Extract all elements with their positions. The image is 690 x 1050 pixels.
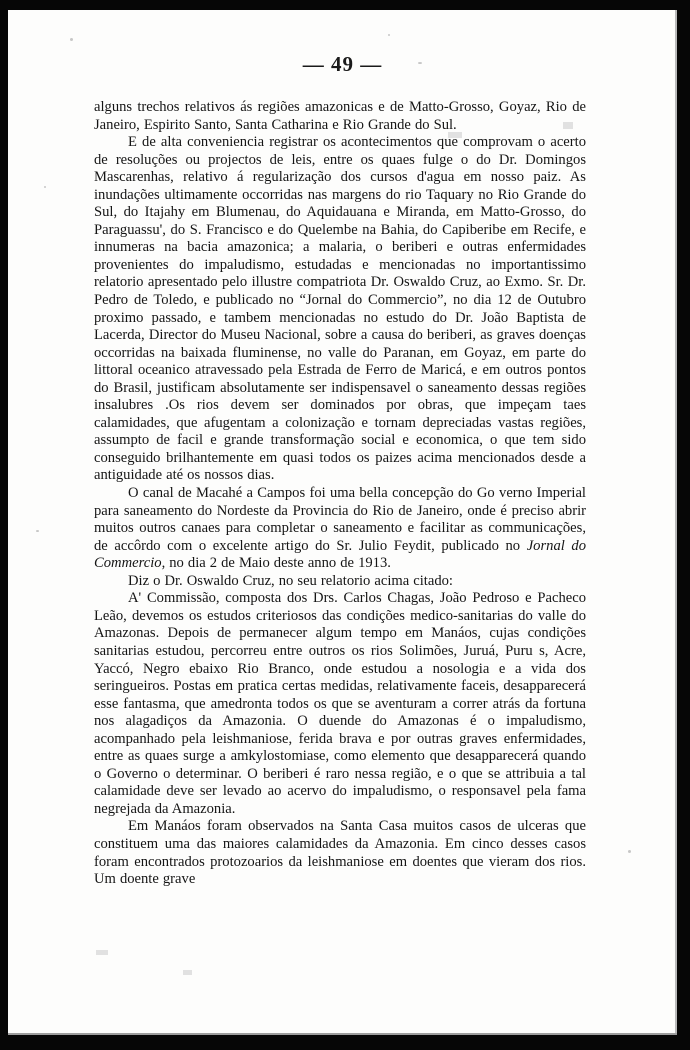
paragraph: Em Manáos foram observados na Santa Casa muitos casos de ulceras que constituem uma das maiores calamidades da Amazonia. Em cinco desses casos foram encontrados protozoarios da leishmaniose em doentes que vieram dos rios. Um doente grave xyxy=(94,818,586,888)
paragraph-text-segment: O canal de Macahé a Campos foi uma bella concepção do Go verno Imperial para saneamento do Nordeste da Provincia do Rio de Janeiro, onde é preciso abrir muitos outros canaes para completar o saneamento e facilitar as communicações, de accôrdo com o excelente artigo do Sr. Julio Feydit, publicado no xyxy=(94,485,586,554)
page-edge-bottom xyxy=(8,1033,677,1035)
paragraph: E de alta conveniencia registrar os acontecimentos que comprovam o acerto de resoluções ou projectos de leis, entre os quaes fulge o do Dr. Domingos Mascarenhas, relativo á regularização dos cursos d'agua em nosso paiz. As inundações ultimamente occorridas nas margens do rio Taquary no Rio Grande do Sul, do Itajahy em Blumenau, do Aquidauana e Miranda, em Matto-Grosso, do Paraguassu', do S. Francisco e do Quelembe na Bahia, do Capiberibe em Recife, e innumeras na bacia amazonica; a malaria, o beriberi e outras enfermidades provenientes do impaludismo, estudadas e mencionadas no importantissimo relatorio apresentado pelo illustre compatriota Dr. Oswaldo Cruz, ao Exmo. Sr. Dr. Pedro de Toledo, e publicado no “Jornal do Commercio”, no dia 12 de Outubro proximo passado, e tambem mencionadas no estudo do Dr. João Baptista de Lacerda, Director do Museu Nacional, sobre a causa do beriberi, as graves doenças occorridas na baixada fluminense, no valle do Paranan, em Goyaz, em parte do littoral oceanico atravessado pela Estrada de Ferro de Maricá, e em outros pontos do Brasil, justificam absolutamente ser indispensavel o saneamento dessas regiões insalubres .Os rios devem ser dominados por obras, que impeçam taes calamidades, que afugentam a colonização e tornam depreciadas vastas regiões, assumpto de facil e grande transformação social e economica, o que tem sido conseguido brilhantemente em quasi todos os paizes acima mencionados desde a antiguidade até os nossos dias. xyxy=(94,134,586,484)
document-page xyxy=(8,10,677,1035)
scan-smudge xyxy=(96,950,108,955)
scan-speck xyxy=(36,530,39,532)
page-edge-right xyxy=(675,10,677,1035)
paragraph xyxy=(94,485,586,573)
scan-speck xyxy=(44,186,46,188)
paragraph-text-segment: , no dia 2 de Maio deste anno de 1913. xyxy=(161,555,391,572)
scan-speck xyxy=(628,850,631,853)
paragraph: A' Commissão, composta dos Drs. Carlos Chagas, João Pedroso e Pacheco Leão, devemos os estudos criteriosos das condições medico-sanitarias do valle do Amazonas. Depois de permanecer algum tempo em Manáos, cujas condições sanitarias estudou, percorreu entre outros os rios Solimões, Juruá, Puru s, Acre, Yaccó, Negro ebaixo Rio Branco, onde estudou a nosologia e a vida dos seringueiros. Postas em pratica certas medidas, relativamente faceis, desapparecerá esse fantasma, que amedronta todos os que se aventuram a correr atrás da fortuna nos alagadiços da Amazonia. O duende do Amazonas é o impaludismo, acompanhado pela leishmaniose, ferida brava e por outras graves enfermidades, entre as quaes surge a amkylostomiase, como elemento que desapparecerá quando o Governo o determinar. O beriberi é raro nessa região, e o que se attribuia a tal calamidade deve ser levado ao acervo do impaludismo, o responsavel pela fama negrejada da Amazonia. xyxy=(94,590,586,817)
scan-speck xyxy=(70,38,73,41)
paragraph: Diz o Dr. Oswaldo Cruz, no seu relatorio acima citado: xyxy=(128,572,453,589)
scan-smudge xyxy=(183,970,192,975)
page-number: — 49 — xyxy=(302,52,383,76)
paragraph: alguns trechos relativos ás regiões amazonicas e de Matto-Grosso, Goyaz, Rio de Janeiro, Espirito Santo, Santa Catharina e Rio Grande do Sul. xyxy=(94,99,586,133)
scan-speck xyxy=(388,34,390,36)
body-text-column xyxy=(94,99,586,889)
italic-publication-title: Jornal do Commercio xyxy=(94,537,586,572)
